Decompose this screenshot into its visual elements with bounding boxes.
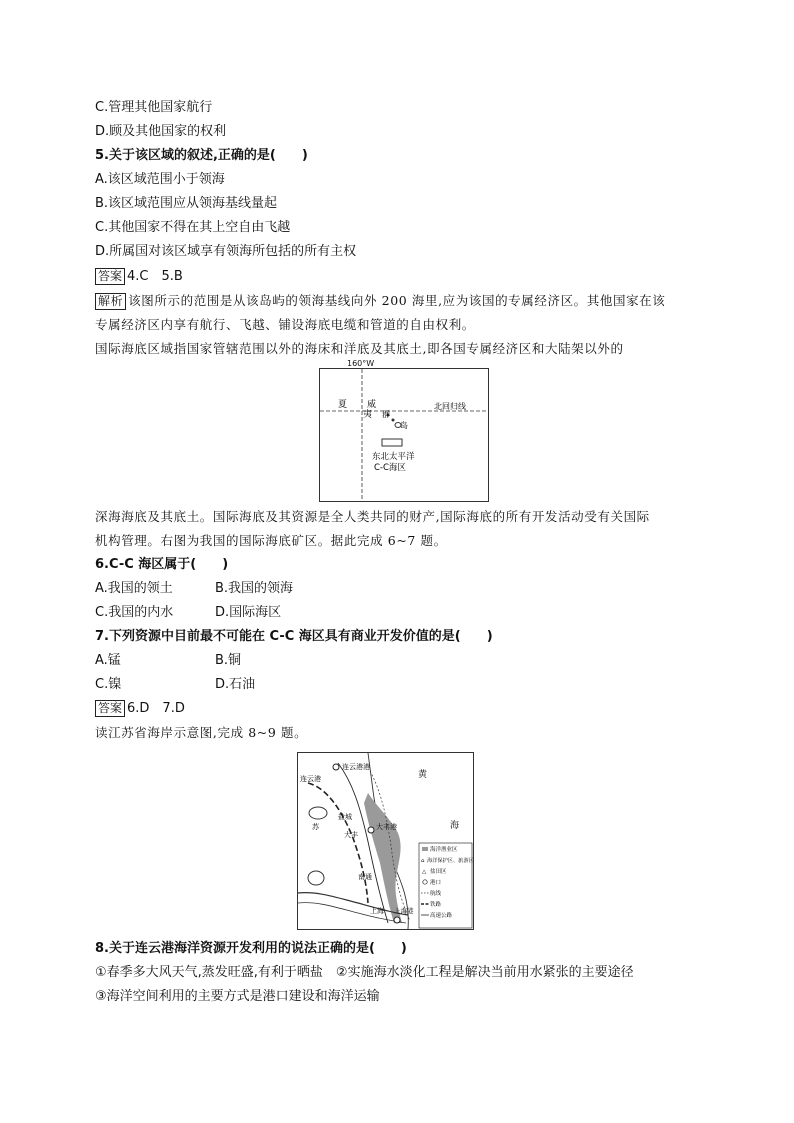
- intro-line-4: 读江苏省海岸示意图,完成 8~9 题。: [95, 725, 308, 740]
- legend-route: 航线: [430, 891, 442, 897]
- answer-tag: 答案: [95, 268, 125, 285]
- label-dao: 岛: [400, 421, 408, 430]
- option-a-q6: A.我国的领土: [95, 581, 173, 596]
- option-b-q7: B.铜: [215, 653, 242, 668]
- label-ne-pacific: 东北太平洋: [372, 452, 415, 462]
- legend-protect-icon: ⌂: [421, 858, 425, 864]
- explanation-text: 该图所示的范围是从该岛屿的领海基线向外 200 海里,应为该国的专属经济区。其他国家在该: [128, 293, 666, 308]
- intro-line-2: 深海海底及其底土。国际海底及其资源是全人类共同的财产,国际海底的所有开发活动受有关国际: [95, 509, 650, 524]
- options-q6-ab: [95, 580, 293, 598]
- label-nantong: 南通: [358, 873, 372, 881]
- option-a-q5: A.该区域范围小于领海: [95, 172, 225, 187]
- intro-line-3: 机构管理。右图为我国的国际海底矿区。据此完成 6~7 题。: [95, 533, 447, 548]
- label-lyg: 连云港: [300, 775, 321, 783]
- answer-4-5: [95, 268, 183, 286]
- label-dafeng-port: 大丰港: [376, 823, 397, 831]
- option-b-q6: B.我国的领海: [215, 581, 294, 596]
- lake: [309, 807, 327, 819]
- legend-protect: 海洋保护区、旅游区: [427, 858, 473, 864]
- label-xia: 夏: [338, 400, 348, 410]
- option-b-q5: B.该区域范围应从领海基线量起: [95, 196, 278, 211]
- option-d-q4: D.顾及其他国家的权利: [95, 124, 227, 139]
- answer-text: 6.D 7.D: [127, 701, 185, 716]
- port-icon: [368, 827, 374, 833]
- option-c-q6: C.我国的内水: [95, 605, 174, 620]
- legend-salt: 盐田区: [430, 869, 447, 875]
- jiangsu-coast-map: [297, 752, 474, 930]
- label-160w: 160°W: [347, 359, 375, 368]
- label-wei: 威: [367, 400, 377, 410]
- option-d-q5: D.所属国对该区域享有领海所包括的所有主权: [95, 244, 357, 259]
- question-6: 6.C-C 海区属于( ): [95, 557, 229, 572]
- legend-fishery: 海洋渔业区: [430, 847, 458, 853]
- legend-rail: 铁路: [430, 902, 442, 908]
- q8-statements-1-2: ①春季多大风天气,蒸发旺盛,有利于晒盐 ②实施海水淡化工程是解决当前用水紧张的主要途径: [95, 965, 634, 980]
- label-dafeng: 大丰: [344, 831, 358, 839]
- label-lyg-port: 连云港港: [342, 763, 370, 771]
- explanation-line-1: [95, 292, 665, 310]
- legend-fishery-swatch: [422, 847, 428, 851]
- answer-tag: 答案: [95, 700, 125, 717]
- options-q7-cd: [95, 676, 255, 694]
- q8-statement-3: ③海洋空间利用的主要方式是港口建设和海洋运输: [95, 989, 380, 1004]
- label-hai: 海: [450, 821, 460, 831]
- option-c-q5: C.其他国家不得在其上空自由飞越: [95, 220, 291, 235]
- label-su: 苏: [312, 823, 319, 831]
- question-7: 7.下列资源中目前最不可能在 C-C 海区具有商业开发价值的是( ): [95, 629, 493, 644]
- legend-salt-icon: △: [422, 869, 427, 875]
- label-yancheng: 盐城: [338, 813, 352, 821]
- label-qun: 群: [382, 410, 390, 419]
- intro-line-1: 国际海底区域指国家管辖范围以外的海床和洋底及其底土,即各国专属经济区和大陆架以外的: [95, 341, 624, 356]
- option-a-q7: A.锰: [95, 653, 121, 668]
- option-d-q7: D.石油: [215, 677, 256, 692]
- label-cc-zone: C-C海区: [374, 463, 406, 473]
- legend-highway: 高速公路: [430, 913, 453, 919]
- label-tropic: 北回归线: [434, 402, 466, 411]
- explanation-tag: 解析: [95, 293, 126, 310]
- option-c-q7: C.镍: [95, 677, 122, 692]
- legend-port-icon: [423, 880, 427, 884]
- options-q7-ab: [95, 652, 241, 670]
- answer-6-7: [95, 700, 185, 718]
- label-huang: 黄: [418, 770, 428, 780]
- legend-port: 港口: [430, 880, 442, 886]
- answer-text: 4.C 5.B: [127, 269, 183, 284]
- explanation-line-2: 专属经济区内享有航行、飞越、铺设海底电缆和管道的自由权利。: [95, 317, 475, 332]
- port-icon: [333, 764, 339, 770]
- question-8: 8.关于连云港海洋资源开发利用的说法正确的是( ): [95, 941, 407, 956]
- label-sh-port: 上海港: [394, 907, 414, 915]
- option-d-q6: D.国际海区: [215, 605, 282, 620]
- options-q6-cd: [95, 604, 281, 622]
- option-c-q4: C.管理其他国家航行: [95, 100, 213, 115]
- label-shanghai: 上海: [370, 907, 384, 915]
- island-dot: [392, 419, 395, 422]
- label-yi: 夷: [363, 410, 373, 420]
- international-seabed-map: [319, 368, 489, 502]
- port-icon: [394, 917, 400, 923]
- cc-zone-rect: [382, 439, 402, 446]
- lake: [308, 871, 324, 885]
- question-5: 5.关于该区域的叙述,正确的是( ): [95, 148, 308, 163]
